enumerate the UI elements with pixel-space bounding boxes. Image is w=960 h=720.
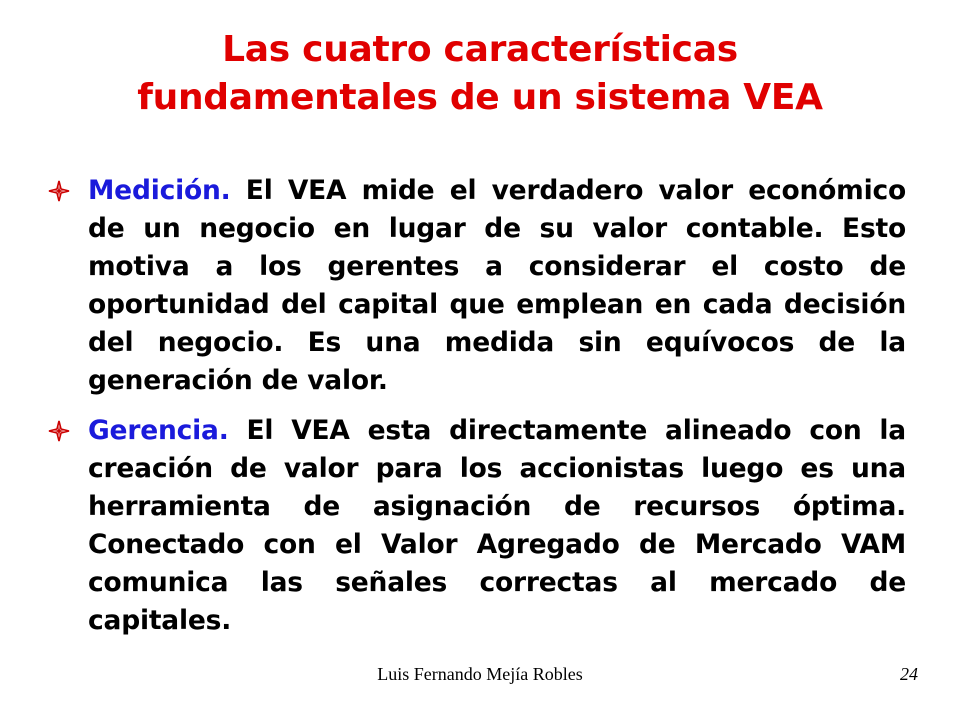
bullet-list bbox=[48, 172, 906, 652]
bullet-body-text: El VEA esta directamente alineado con la creación de valor para los accionistas luego es una herramienta de asignación de recursos óptima. Conectado con el Valor Agregado de Mercado VAM comunica las señales correctas al mercado de capitales. bbox=[88, 415, 906, 636]
bullet-item-gerencia bbox=[48, 412, 906, 640]
diamond-star-bullet-icon bbox=[48, 420, 70, 442]
footer-author: Luis Fernando Mejía Robles bbox=[377, 664, 583, 684]
bullet-lead-term: Medición. bbox=[88, 175, 231, 206]
bullet-item-medicion bbox=[48, 172, 906, 400]
page-number: 24 bbox=[900, 664, 918, 684]
bullet-body-text: El VEA mide el verdadero valor económico de un negocio en lugar de su valor contable. Esto motiva a los gerentes a considerar el costo de oportunidad del capital que emplean en cada decisión del negocio. Es una medida sin equívocos de la generación de valor. bbox=[88, 175, 906, 396]
slide-title bbox=[60, 26, 900, 122]
slide-title-line-1: Las cuatro características bbox=[222, 29, 738, 70]
slide-title-line-2: fundamentales de un sistema VEA bbox=[137, 77, 823, 118]
bullet-text bbox=[88, 412, 906, 640]
bullet-text bbox=[88, 172, 906, 400]
diamond-star-bullet-icon bbox=[48, 180, 70, 202]
bullet-lead-term: Gerencia. bbox=[88, 415, 229, 446]
